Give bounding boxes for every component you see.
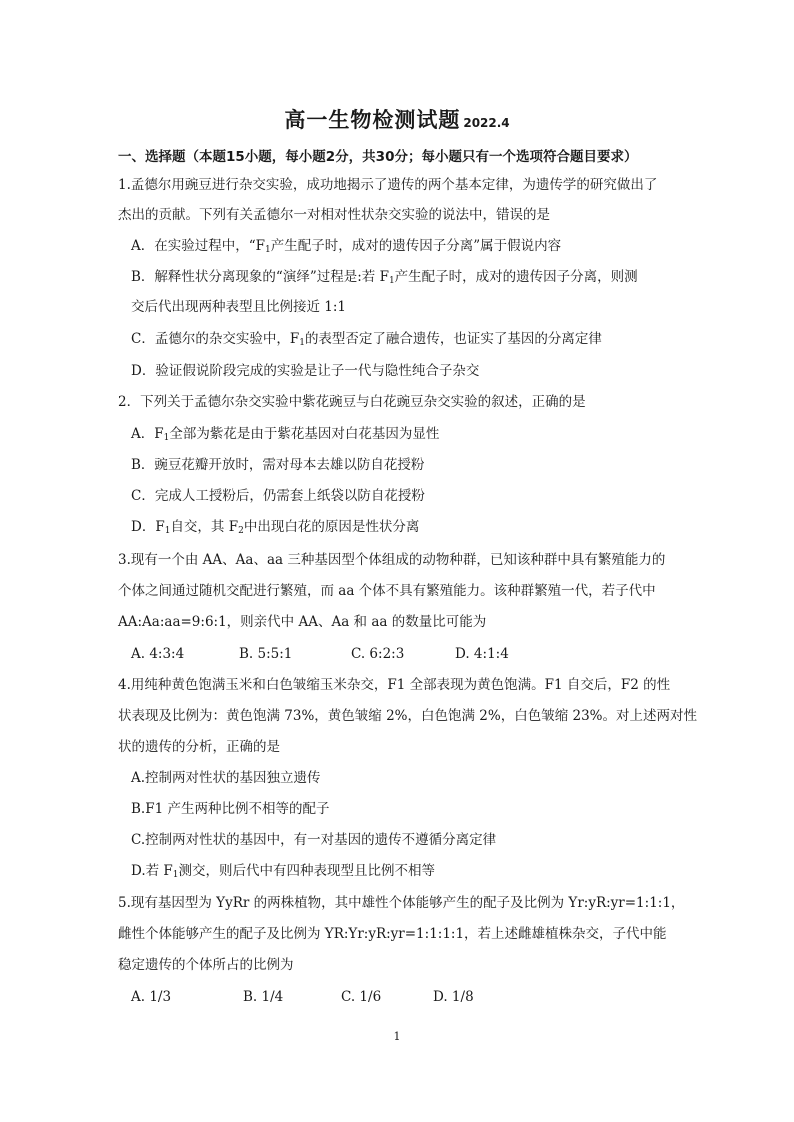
q5-stem-line2: 雌性个体能够产生的配子及比例为 YR:Yr:yR:yr=1:1:1:1，若上述雌雄植株杂交，子代中能 xyxy=(118,926,667,942)
q5-options xyxy=(131,988,474,1006)
q2-option-d: D．$F_1$自交，其 $F_2$中出现白花的原因是性状分离 xyxy=(131,519,420,536)
page-number: 1 xyxy=(393,1030,401,1043)
q5-option-c: C. 1/6 xyxy=(341,989,382,1005)
q4-option-b: B.F1 产生两种比例不相等的配子 xyxy=(131,801,330,817)
q3-option-b: B. 5:5:1 xyxy=(239,646,293,662)
section-heading: 一、选择题（本题15小题，每小题2分，共30分；每小题只有一个选项符合题目要求） xyxy=(118,149,638,165)
q1-stem-line2: 杰出的贡献。下列有关孟德尔一对相对性状杂交实验的说法中，错误的是 xyxy=(118,207,550,223)
q3-option-d: D. 4:1:4 xyxy=(455,646,509,662)
q2-option-c: C．完成人工授粉后，仍需套上纸袋以防自花授粉 xyxy=(131,488,425,504)
q5-stem-line1: 5.现有基因型为 YyRr 的两株植物，其中雄性个体能够产生的配子及比例为 Yr:yR:yr=1:1:1， xyxy=(118,895,685,911)
q4-stem-line2: 状表现及比例为：黄色饱满 73%，黄色皱缩 2%，白色饱满 2%，白色皱缩 23%。对上述两对性 xyxy=(118,708,698,724)
q1-option-c: C．孟德尔的杂交实验中，$F_1$的表型否定了融合遗传，也证实了基因的分离定律 xyxy=(131,331,602,348)
q3-stem-line2: 个体之间通过随机交配进行繁殖，而 aa 个体不具有繁殖能力。该种群繁殖一代，若子代中 xyxy=(118,583,656,599)
q5-option-b: B. 1/4 xyxy=(243,989,284,1005)
title-text: 高一生物检测试题 xyxy=(284,108,461,132)
q4-option-c: C.控制两对性状的基因中，有一对基因的遗传不遵循分离定律 xyxy=(131,832,497,848)
q1-stem-line1: 1.孟德尔用豌豆进行杂交实验，成功地揭示了遗传的两个基本定律，为遗传学的研究做出了 xyxy=(118,177,658,193)
q4-option-a: A.控制两对性状的基因独立遗传 xyxy=(131,770,321,786)
q3-option-c: C. 6:2:3 xyxy=(351,646,405,662)
q3-option-a: A. 4:3:4 xyxy=(131,646,185,662)
q4-stem-line1: 4.用纯种黄色饱满玉米和白色皱缩玉米杂交，F1 全部表现为黄色饱满。F1 自交后，F2 的性 xyxy=(118,677,671,693)
q4-option-d: D.若 $F_1$测交，则后代中有四种表现型且比例不相等 xyxy=(131,863,436,880)
q2-stem: 2．下列关于孟德尔杂交实验中紫花豌豆与白花豌豆杂交实验的叙述，正确的是 xyxy=(118,394,586,410)
exam-date: 2022.4 xyxy=(463,116,510,130)
q1-option-d: D．验证假说阶段完成的实验是让子一代与隐性纯合子杂交 xyxy=(131,363,480,379)
q3-stem-line3: AA:Aa:aa=9:6:1，则亲代中 AA、Aa 和 aa 的数量比可能为 xyxy=(118,614,487,630)
page-title xyxy=(0,104,794,134)
q5-option-d: D. 1/8 xyxy=(433,989,474,1005)
q5-stem-line3: 稳定遗传的个体所占的比例为 xyxy=(118,957,294,973)
q3-options xyxy=(131,645,509,663)
q2-option-a: A．$F_1$全部为紫花是由于紫花基因对白花基因为显性 xyxy=(131,426,440,443)
q1-option-a: A．在实验过程中，“$F_1$产生配子时，成对的遗传因子分离”属于假说内容 xyxy=(131,238,562,255)
q3-stem-line1: 3.现有一个由 AA、Aa、aa 三种基因型个体组成的动物种群，已知该种群中具有繁殖能力的 xyxy=(118,552,666,568)
q5-option-a: A. 1/3 xyxy=(131,989,172,1005)
q1-option-b-cont: 交后代出现两种表型且比例接近 1:1 xyxy=(131,299,347,315)
q4-stem-line3: 状的遗传的分析，正确的是 xyxy=(118,739,280,755)
q1-option-b: B．解释性状分离现象的“演绎”过程是:若 $F_1$产生配子时，成对的遗传因子分离，则测 xyxy=(131,269,638,286)
q2-option-b: B．豌豆花瓣开放时，需对母本去雄以防自花授粉 xyxy=(131,457,425,473)
